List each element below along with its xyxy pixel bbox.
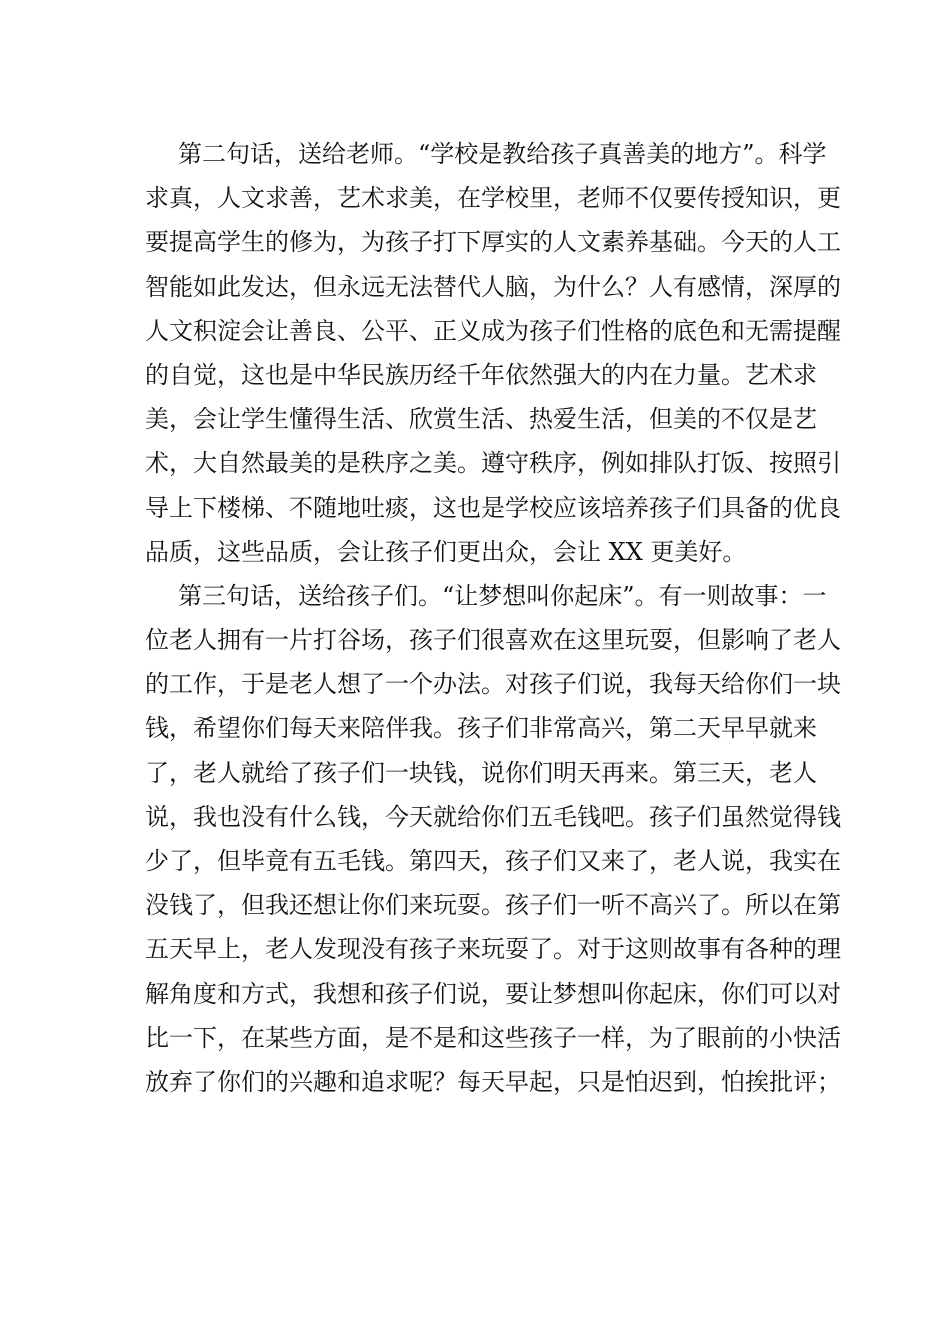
text-line: 导上下楼梯、不随地吐痰，这也是学校应该培养孩子们具备的优良 — [145, 493, 841, 522]
text-line: 人文积淀会让善良、公平、正义成为孩子们性格的底色和无需提醒 — [145, 316, 841, 345]
text-line: 了，老人就给了孩子们一块钱，说你们明天再来。第三天，老人 — [145, 758, 817, 787]
text-line: 求真，人文求善，艺术求美，在学校里，老师不仅要传授知识，更 — [145, 184, 841, 213]
paragraph-children — [145, 574, 841, 1104]
text-line: 五天早上，老人发现没有孩子来玩耍了。对于这则故事有各种的理 — [145, 935, 841, 964]
text-line: 解角度和方式，我想和孩子们说，要让梦想叫你起床，你们可以对 — [145, 979, 841, 1008]
text-line: 放弃了你们的兴趣和追求呢？每天早起，只是怕迟到，怕挨批评； — [145, 1067, 841, 1096]
text-line: 的自觉，这也是中华民族历经千年依然强大的内在力量。艺术求 — [145, 360, 817, 389]
text-line: 美，会让学生懂得生活、欣赏生活、热爱生活，但美的不仅是艺 — [145, 405, 817, 434]
text-line: 说，我也没有什么钱，今天就给你们五毛钱吧。孩子们虽然觉得钱 — [145, 802, 841, 831]
text-line: 术，大自然最美的是秩序之美。遵守秩序，例如排队打饭、按照引 — [145, 449, 841, 478]
text-line: 智能如此发达，但永远无法替代人脑，为什么？人有感情，深厚的 — [145, 272, 841, 301]
text-line: 第三句话，送给孩子们。“让梦想叫你起床”。有一则故事：一 — [178, 581, 827, 610]
paragraph-teachers — [145, 132, 841, 574]
text-line: 第二句话，送给老师。“学校是教给孩子真善美的地方”。科学 — [178, 140, 827, 168]
text-line: 没钱了，但我还想让你们来玩耍。孩子们一听不高兴了。所以在第 — [145, 891, 841, 920]
text-line: 比一下，在某些方面，是不是和这些孩子一样，为了眼前的小快活 — [145, 1023, 841, 1052]
text-line: 的工作，于是老人想了一个办法。对孩子们说，我每天给你们一块 — [145, 670, 841, 699]
text-line: 品质，这些品质，会让孩子们更出众，会让 XX 更美好。 — [145, 537, 747, 566]
text-line: 少了，但毕竟有五毛钱。第四天，孩子们又来了，老人说，我实在 — [145, 847, 841, 875]
text-line: 钱，希望你们每天来陪伴我。孩子们非常高兴，第二天早早就来 — [145, 714, 817, 743]
text-line: 位老人拥有一片打谷场，孩子们很喜欢在这里玩耍，但影响了老人 — [145, 626, 841, 655]
text-line: 要提高学生的修为，为孩子打下厚实的人文素养基础。今天的人工 — [145, 228, 841, 257]
document-body — [145, 132, 841, 1104]
